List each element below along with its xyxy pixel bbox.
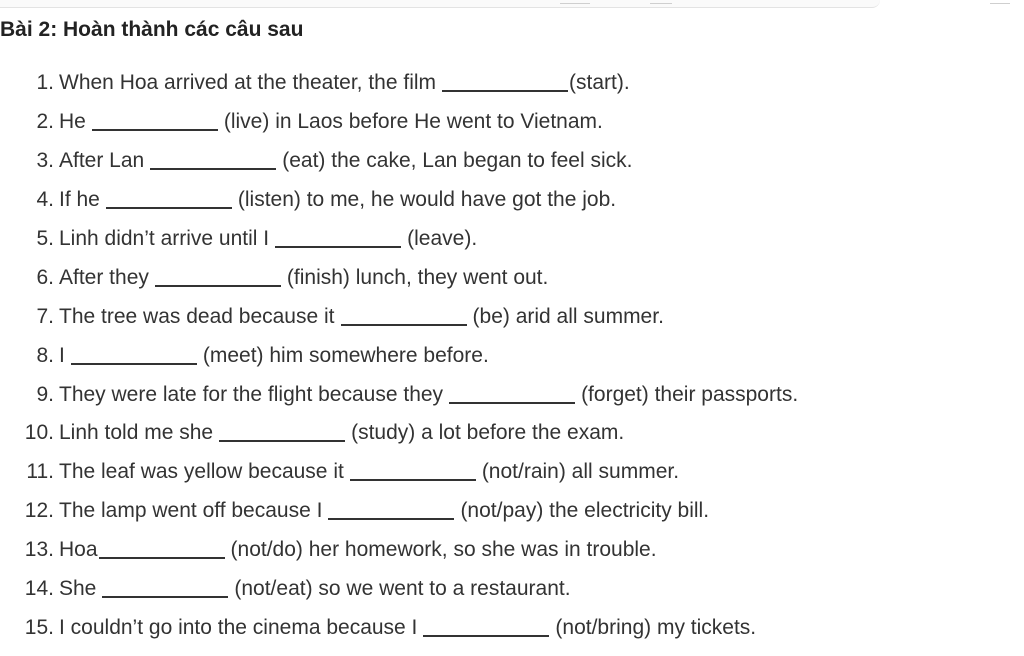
top-strip-mark bbox=[990, 0, 1010, 4]
item-text-after: (listen) to me, he would have got the job. bbox=[237, 188, 617, 212]
answer-blank bbox=[71, 363, 197, 365]
item-number: 11. bbox=[26, 460, 54, 484]
item-text-after: (meet) him somewhere before. bbox=[202, 343, 489, 367]
item-text-after: (not/do) her homework, so she was in trouble. bbox=[230, 538, 657, 562]
item-text-before: After Lan bbox=[59, 149, 145, 173]
item-number: 4. bbox=[36, 188, 54, 212]
list-item bbox=[0, 64, 798, 103]
top-strip-mark bbox=[560, 0, 590, 4]
list-item bbox=[0, 453, 798, 492]
answer-blank bbox=[350, 479, 476, 481]
list-item bbox=[0, 142, 798, 181]
item-number: 1. bbox=[36, 71, 54, 95]
list-item bbox=[0, 375, 798, 414]
item-number: 3. bbox=[36, 149, 54, 173]
item-number: 9. bbox=[36, 382, 54, 406]
item-text-after: (leave). bbox=[407, 227, 478, 250]
item-number: 15. bbox=[24, 615, 54, 639]
answer-blank bbox=[442, 90, 568, 92]
item-text-before: When Hoa arrived at the theater, the film bbox=[59, 71, 437, 95]
item-text-before: If he bbox=[59, 188, 100, 212]
item-number: 14. bbox=[24, 577, 54, 601]
list-item bbox=[0, 258, 798, 297]
item-number: 8. bbox=[36, 343, 54, 367]
item-number: 12. bbox=[24, 499, 54, 523]
item-number: 7. bbox=[36, 304, 54, 328]
list-item bbox=[0, 181, 798, 220]
item-text-before: They were late for the flight because they bbox=[59, 382, 444, 406]
answer-blank bbox=[219, 440, 345, 442]
answer-blank bbox=[275, 246, 401, 248]
item-text-before: I bbox=[59, 343, 65, 367]
item-text-before: She bbox=[59, 577, 97, 601]
exercise-list bbox=[0, 64, 798, 647]
item-text-after: (not/bring) my tickets. bbox=[555, 615, 757, 639]
list-item bbox=[0, 531, 798, 570]
item-number: 6. bbox=[36, 265, 54, 289]
list-item bbox=[0, 220, 798, 259]
answer-blank bbox=[328, 518, 454, 520]
answer-blank bbox=[155, 285, 281, 287]
answer-blank bbox=[150, 168, 276, 170]
exercise-title: Bài 2: Hoàn thành các câu sau bbox=[0, 18, 304, 41]
item-text-after: (not/rain) all summer. bbox=[481, 460, 680, 484]
item-text-before: After they bbox=[59, 265, 149, 289]
item-text-after: (live) in Laos before He went to Vietnam. bbox=[223, 110, 603, 134]
item-text-before: The leaf was yellow because it bbox=[59, 460, 344, 484]
item-text-before: I couldn’t go into the cinema because I bbox=[59, 615, 418, 639]
item-text-after: (not/eat) so we went to a restaurant. bbox=[234, 577, 571, 601]
answer-blank bbox=[341, 324, 467, 326]
top-strip-bar bbox=[0, 0, 880, 8]
item-text-before: He bbox=[59, 110, 86, 134]
item-number: 10. bbox=[24, 421, 54, 445]
item-text-before: The lamp went off because I bbox=[59, 499, 323, 523]
top-browser-strip bbox=[0, 0, 1024, 9]
item-text-after: (not/pay) the electricity bill. bbox=[460, 499, 710, 523]
item-text-before: Hoa bbox=[59, 538, 98, 562]
item-text-after: (forget) their passports. bbox=[581, 382, 799, 406]
list-item bbox=[0, 103, 798, 142]
item-text-before: The tree was dead because it bbox=[59, 304, 335, 328]
item-text-after: (eat) the cake, Lan began to feel sick. bbox=[282, 149, 633, 173]
answer-blank bbox=[99, 557, 225, 559]
item-text-after: (be) arid all summer. bbox=[472, 304, 664, 328]
list-item bbox=[0, 336, 798, 375]
answer-blank bbox=[106, 207, 232, 209]
item-number: 13. bbox=[24, 538, 54, 562]
answer-blank bbox=[92, 129, 218, 131]
list-item bbox=[0, 297, 798, 336]
item-text-before: Linh didn’t arrive until I bbox=[59, 227, 270, 250]
answer-blank bbox=[102, 596, 228, 598]
item-text-after: (study) a lot before the exam. bbox=[351, 421, 625, 445]
item-text-before: Linh told me she bbox=[59, 421, 214, 445]
answer-blank bbox=[449, 402, 575, 404]
item-number: 2. bbox=[36, 110, 54, 134]
item-text-after: (start). bbox=[569, 71, 630, 95]
top-strip-mark bbox=[650, 0, 672, 4]
list-item bbox=[0, 492, 798, 531]
list-item bbox=[0, 570, 798, 609]
answer-blank bbox=[423, 635, 549, 637]
list-item bbox=[0, 608, 798, 647]
list-item bbox=[0, 414, 798, 453]
item-number: 5. bbox=[36, 227, 54, 250]
item-text-after: (finish) lunch, they went out. bbox=[286, 265, 549, 289]
